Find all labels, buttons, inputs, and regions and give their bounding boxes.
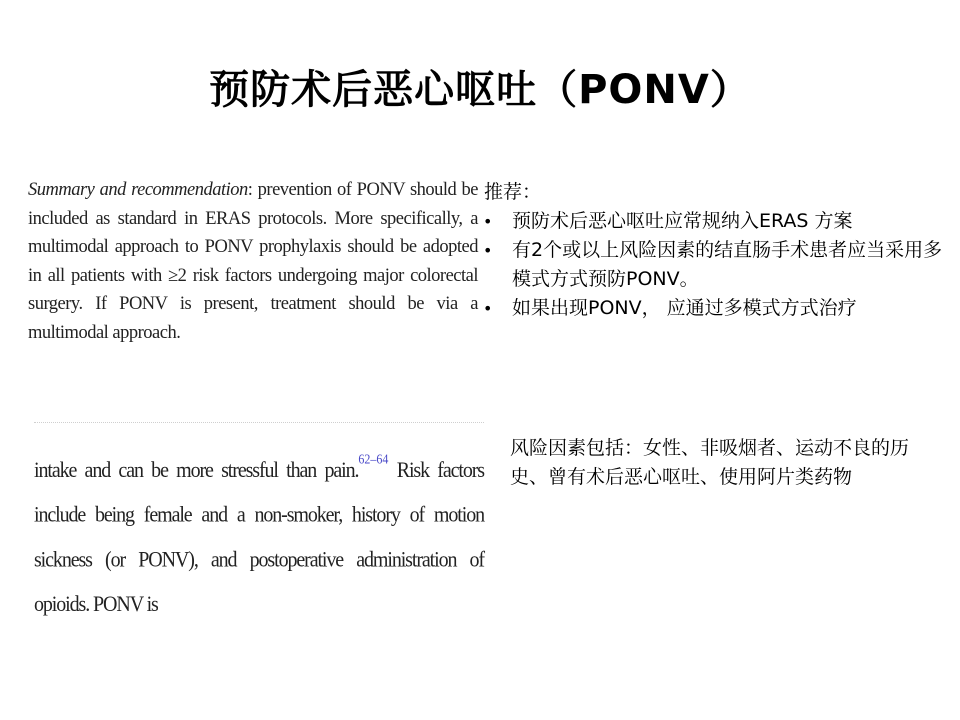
recommendation-block xyxy=(482,178,952,323)
recommendation-item-text: 如果出现PONV， 应通过多模式方式治疗 xyxy=(512,297,857,319)
bullet-icon: • xyxy=(483,241,493,260)
recommendation-heading: 推荐： xyxy=(484,181,542,203)
bullet-icon: • xyxy=(483,212,493,231)
excerpt-summary-text: : prevention of PONV should be included as standard in ERAS protocols. More specifically, a multimodal approach to PONV prophylaxis should be adopted in all patients with ≥2 risk factors undergoing major colorectal surgery. If PONV is present, treatment should be via a multimodal approach. xyxy=(28,180,479,343)
citation-reference: 62–64 xyxy=(358,451,389,467)
excerpt-risk-text-before: intake and can be more stressful than pain. xyxy=(34,457,359,483)
recommendation-list xyxy=(482,207,952,323)
bullet-icon: • xyxy=(483,299,493,318)
excerpt-summary-paragraph xyxy=(28,176,478,347)
risk-factors-text: 风险因素包括：女性、非吸烟者、运动不良的历史、曾有术后恶心呕吐、使用阿片类药物 xyxy=(510,437,910,488)
recommendation-item xyxy=(482,236,952,294)
recommendation-item xyxy=(482,294,952,323)
excerpt-italic-lead: Summary and recommendation xyxy=(28,180,248,200)
excerpt-risk-text-after: Risk factors include being female and a non-smoker, history of motion sickness (or PONV), and postoperative administration of opioids. PONV is xyxy=(34,457,484,617)
english-excerpt-risk-factors xyxy=(34,422,484,617)
recommendation-item-text: 有2个或以上风险因素的结直肠手术患者应当采用多模式方式预防PONV。 xyxy=(512,239,943,290)
recommendation-item xyxy=(482,207,952,236)
slide-title: 预防术后恶心呕吐（PONV） xyxy=(209,67,751,113)
excerpt-risk-paragraph xyxy=(34,423,484,627)
english-excerpt-summary xyxy=(28,176,478,348)
recommendation-item-text: 预防术后恶心呕吐应常规纳入ERAS 方案 xyxy=(512,210,853,232)
